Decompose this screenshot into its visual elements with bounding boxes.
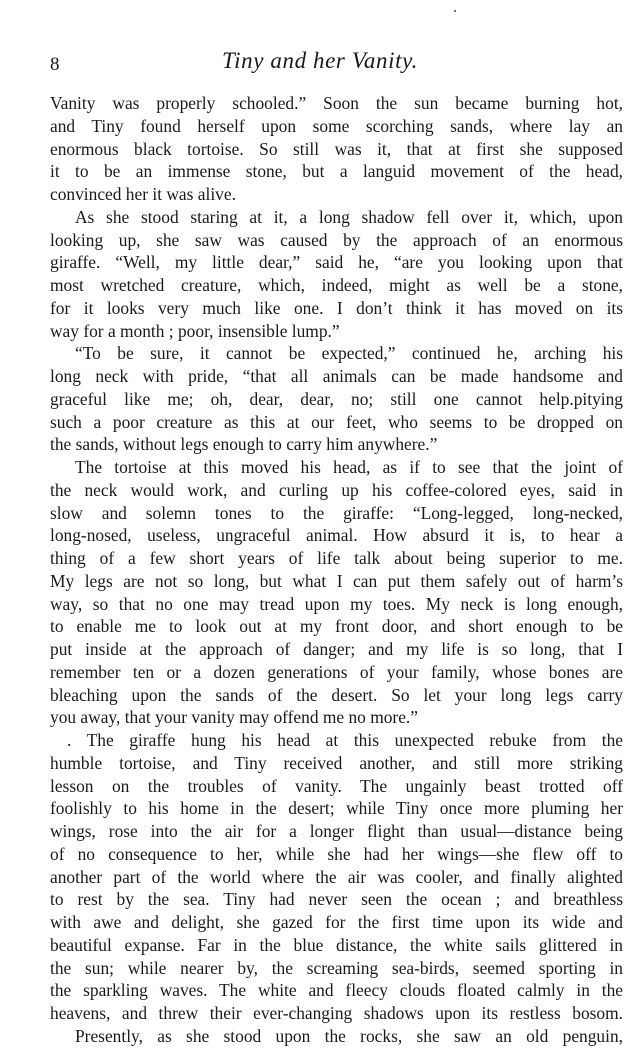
- running-title: Tiny and her Vanity.: [222, 48, 418, 73]
- text-line: The tortoise at this moved his head, as if to see that the joint of: [75, 457, 623, 477]
- text-line: Presently, as she stood upon the rocks, she saw an old penguin,: [75, 1025, 623, 1046]
- text-line: with awe and delight, she gazed for the first time upon its wide and: [50, 912, 623, 932]
- text-line: you away, that your vanity may offend me no more.”: [50, 707, 418, 728]
- text-line: slow and solemn tones to the giraffe: “Long-legged, long-necked,: [50, 502, 623, 523]
- text-line: thing of a few short years of life talk about being superior to me.: [50, 548, 623, 568]
- text-line: . The giraffe hung his head at this unexpected rebuke from the: [67, 730, 623, 750]
- page-header: [50, 48, 590, 82]
- text-line: convinced her it was alive.: [50, 184, 236, 204]
- text-line: of no consequence to her, while she had her wings—she flew off to: [50, 843, 623, 864]
- text-line: way for a month ; poor, insensible lump.”: [50, 320, 340, 341]
- text-line: wings, rose into the air for a longer flight than usual—distance being: [50, 821, 623, 841]
- text-line: to enable me to look out at my front door, and short enough to be: [50, 616, 623, 637]
- text-line: long neck with pride, “that all animals can be made handsome and: [50, 366, 623, 386]
- text-line: way, so that no one may tread upon my toes. My neck is long enough,: [50, 593, 623, 614]
- text-line: the neck would work, and curling up his coffee-colored eyes, said in: [50, 479, 623, 500]
- text-line: remember ten or a dozen generations of your family, whose bones are: [50, 661, 623, 682]
- text-line: lesson on the troubles of vanity. The ungainly beast trotted off: [50, 775, 623, 796]
- text-line: heavens, and threw their ever-changing shadows upon its restless bosom.: [50, 1003, 623, 1023]
- text-line: for it looks very much like one. I don’t think it has moved on its: [50, 297, 623, 318]
- text-line: it to be an immense stone, but a languid movement of the head,: [50, 161, 623, 182]
- text-line: Vanity was properly schooled.” Soon the sun became burning hot,: [50, 93, 623, 113]
- text-line: beautiful expanse. Far in the blue distance, the white sails glittered in: [50, 934, 623, 955]
- text-line: giraffe. “Well, my little dear,” said he, “are you looking upon that: [50, 252, 623, 273]
- text-line: bleaching upon the sands of the desert. So let your long legs carry: [50, 684, 623, 705]
- text-line: long-nosed, useless, ungraceful animal. How absurd it is, to hear a: [50, 525, 623, 546]
- text-line: foolishly to his home in the desert; while Tiny once more pluming her: [50, 798, 623, 819]
- text-line: graceful like me; oh, dear, dear, no; still one cannot help.pitying: [50, 388, 623, 409]
- page-number: 8: [50, 54, 60, 75]
- text-line: the sun; while nearer by, the screaming sea-birds, seemed sporting in: [50, 957, 623, 978]
- text-line: to rest by the sea. Tiny had never seen the ocean ; and breathless: [50, 889, 623, 910]
- print-speck: [454, 10, 456, 12]
- text-line: and Tiny found herself upon some scorching sands, where lay an: [50, 115, 623, 136]
- text-line: humble tortoise, and Tiny received another, and still more striking: [50, 752, 623, 773]
- text-line: looking up, she saw was caused by the approach of an enormous: [50, 229, 623, 250]
- text-line: another part of the world where the air was cooler, and finally alighted: [50, 866, 623, 887]
- text-line: enormous black tortoise. So still was it, that at first she supposed: [50, 138, 623, 159]
- text-line: As she stood staring at it, a long shadow fell over it, which, upon: [75, 206, 623, 227]
- text-line: put inside at the approach of danger; and my life is so long, that I: [50, 639, 623, 659]
- text-line: most wretched creature, which, indeed, might as well be a stone,: [50, 275, 623, 295]
- text-line: “To be sure, it cannot be expected,” continued he, arching his: [75, 343, 623, 364]
- body-text: [50, 92, 623, 1048]
- text-line: such a poor creature as this at our feet, who seems to be dropped on: [50, 411, 623, 432]
- text-line: the sparkling waves. The white and fleecy clouds floated calmly in the: [50, 980, 623, 1001]
- text-line: the sands, without legs enough to carry him anywhere.”: [50, 434, 438, 455]
- text-line: My legs are not so long, but what I can put them safely out of harm’s: [50, 570, 623, 591]
